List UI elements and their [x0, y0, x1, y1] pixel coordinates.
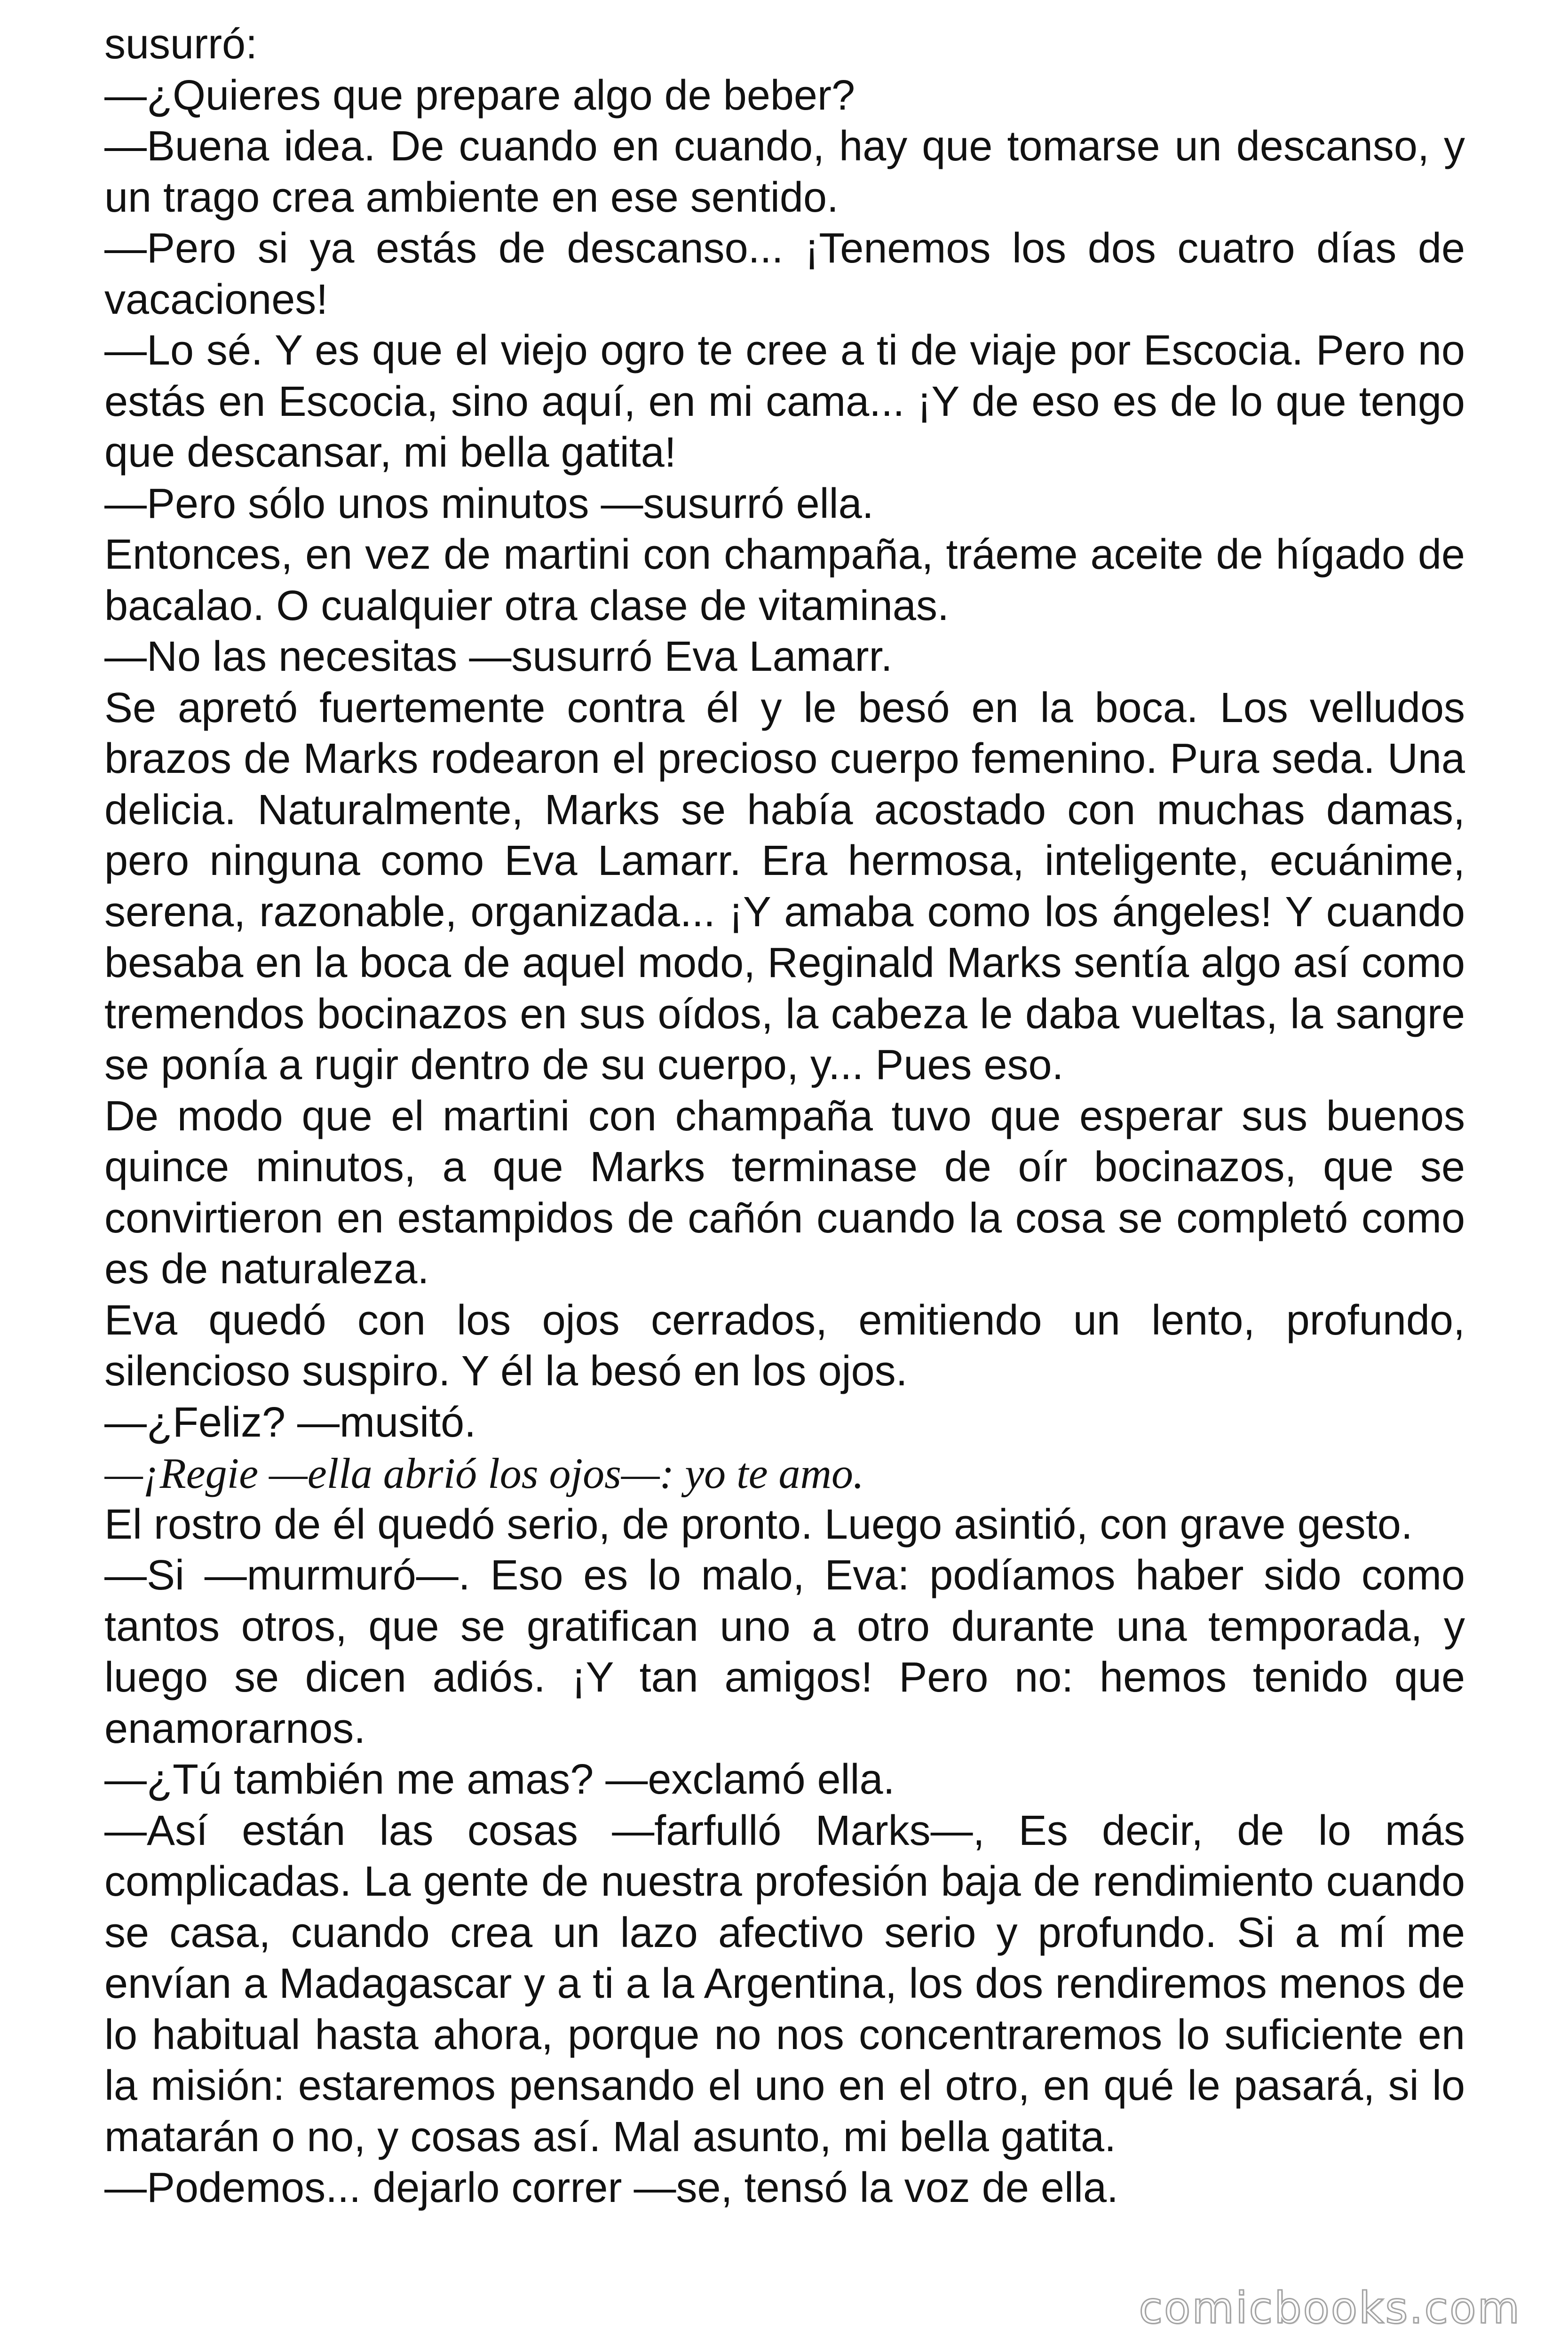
paragraph-10: De modo que el martini con champaña tuvo que esperar sus buenos quince minutos, a que Marks terminase de oír bocinazos, que se convirtieron en estampidos de cañón cuando la cosa se completó como es de naturaleza. — [104, 1092, 1465, 1293]
paragraph-5: —Lo sé. Y es que el viejo ogro te cree a ti de viaje por Escocia. Pero no estás en Escocia, sino aquí, en mi cama... ¡Y de eso es de lo que tengo que descansar, mi bella gatita! — [104, 327, 1465, 476]
paragraph-16: —¿Tú también me amas? —exclamó ella. — [104, 1756, 895, 1803]
paragraph-17: —Así están las cosas —farfulló Marks—, Es decir, de lo más complicadas. La gente de nuestra profesión baja de rendimiento cuando se casa, cuando crea un lazo afectivo serio y profundo. Si a mí me envían a Madagascar y a ti a la Argentina, los dos rendiremos menos de lo habitual hasta ahora, porque no nos concentraremos lo suficiente en la misión: estaremos pensando el uno en el otro, en qué le pasará, si lo matarán o no, y cosas así. Mal asunto, mi bella gatita. — [104, 1807, 1465, 2161]
paragraph-9: Se apretó fuertemente contra él y le besó en la boca. Los velludos brazos de Marks rodearon el precioso cuerpo femenino. Pura seda. Una delicia. Naturalmente, Marks se había acostado con muchas damas, pero ninguna como Eva Lamarr. Era hermosa, inteligente, ecuánime, serena, razonable, organizada... ¡Y amaba como los ángeles! Y cuando besaba en la boca de aquel modo, Reginald Marks sentía algo así como tremendos bocinazos en sus oídos, la cabeza le daba vueltas, la sangre se ponía a rugir dentro de su cuerpo, y... Pues eso. — [104, 684, 1465, 1089]
paragraph-11: Eva quedó con los ojos cerrados, emitiendo un lento, profundo, silencioso suspiro. Y él la besó en los ojos. — [104, 1296, 1465, 1395]
paragraph-4: —Pero si ya estás de descanso... ¡Tenemos los dos cuatro días de vacaciones! — [104, 225, 1465, 323]
paragraph-15: —Si —murmuró—. Eso es lo malo, Eva: podíamos haber sido como tantos otros, que se gratifican uno a otro durante una temporada, y luego se dicen adiós. ¡Y tan amigos! Pero no: hemos tenido que enamorarnos. — [104, 1552, 1465, 1752]
paragraph-13-italic: —¡Regie —ella abrió los ojos—: yo te amo. — [104, 1449, 864, 1497]
paragraph-12: —¿Feliz? —musitó. — [104, 1398, 476, 1446]
paragraph-6: —Pero sólo unos minutos —susurró ella. — [104, 480, 874, 527]
paragraph-18: —Podemos... dejarlo correr —se, tensó la voz de ella. — [104, 2164, 1119, 2211]
paragraph-14: El rostro de él quedó serio, de pronto. Luego asintió, con grave gesto. — [104, 1501, 1413, 1548]
paragraph-8: —No las necesitas —susurró Eva Lamarr. — [104, 633, 893, 680]
watermark-logo: comicbooks.com — [1139, 2283, 1521, 2333]
paragraph-7: Entonces, en vez de martini con champaña, tráeme aceite de hígado de bacalao. O cualquier otra clase de vitaminas. — [104, 531, 1465, 629]
paragraph-2: —¿Quieres que prepare algo de beber? — [104, 72, 855, 119]
paragraph-3: —Buena idea. De cuando en cuando, hay que tomarse un descanso, y un trago crea ambiente en ese sentido. — [104, 123, 1465, 221]
paragraph-1: susurró: — [104, 21, 258, 68]
document-page — [104, 19, 1465, 2352]
